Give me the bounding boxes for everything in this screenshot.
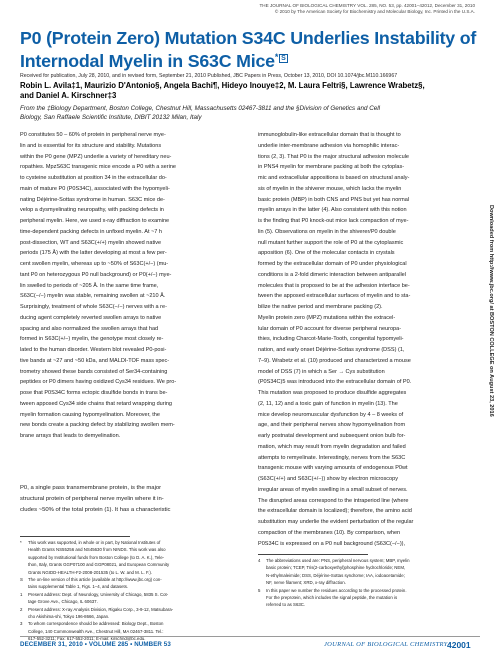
body-line: formed by the extracellular domain of P0 under physiological xyxy=(258,261,407,267)
abstract-line: lin and is essential for its structure and stability. Mutations xyxy=(20,142,162,149)
abstract-line: pose that P0S34C forms ectopic disulfide bonds in trans be- xyxy=(20,390,168,396)
body-line: compaction of the membranes (10). By comparison, when xyxy=(258,529,401,536)
affiliation-line-1: From the ‡Biology Department, Boston College, Chestnut Hill, Massachusetts 02467-3811 and the §Division of Genetics and Cell xyxy=(20,105,381,112)
body-line: tween the apposed extracellular surfaces of myelin and to sta- xyxy=(258,293,411,300)
authors-line-2: and Daniel A. Kirschner‡3 xyxy=(20,91,117,100)
abstract-line: within the P0 gene (MPZ) underlie a variety of hereditary neu- xyxy=(20,153,172,160)
body-line: nation, and early onset Déjérine-Sottas syndrome (DSS) (1, xyxy=(258,347,405,353)
body-line: 7–9). Wrabetz et al. (10) produced and characterized a mouse xyxy=(258,357,411,364)
footnote-line xyxy=(258,587,480,594)
footnote-line xyxy=(258,564,480,571)
body-line: age, and their peripheral nerves show hypomyelination from xyxy=(258,422,406,429)
abstract-line: ropathies. MpzS63C transgenic mice encode a P0 with a serine xyxy=(20,164,177,171)
journal-meta xyxy=(205,3,475,15)
body-line: mice develop neuromuscular dysfunction by 4 – 8 weeks of xyxy=(258,411,404,418)
body-line: (2, 11, 12) and a toxic gain of function in myelin (13). The xyxy=(258,400,398,407)
footnote-text: thon, Italy, Grants GGP07100 and GGP08021, and European Community xyxy=(28,562,170,568)
footnotes-left xyxy=(20,539,245,642)
footnote-text: College, 140 Commonwealth Ave., Chestnut Hill, MA 02467-3811. Tel.: xyxy=(28,628,164,634)
body-line: basic protein (MBP) in both CNS and PNS but yet has normal xyxy=(258,196,410,203)
abstract-line: trometry showed these bands consisted of Ser34-containing xyxy=(20,368,168,375)
footnote-text: Present address: X-ray Analysis Division, Rigaku Corp., 3-9-12, Matsubara- xyxy=(28,606,174,612)
body-line: P0S34C is expressed on a P0 null background (S63C(−/−)), xyxy=(258,540,406,547)
abstract-line: ducing agent completely reverted swollen arrays to native xyxy=(20,314,162,321)
introduction xyxy=(20,483,245,515)
footnote-rule-left xyxy=(20,536,130,537)
abstract-line: myelin formation causing hypomyelination. Moreover, the xyxy=(20,411,160,418)
title-footnote-mark: * xyxy=(274,52,279,62)
body-line: tions (2, 3). That P0 is the major structural adhesion molecule xyxy=(258,153,409,160)
footnote-mark: 3 xyxy=(20,621,23,627)
abstract-line: tive bands at ~27 and ~50 kDa, and MALDI-TOF mass spec- xyxy=(20,357,170,364)
footnote-line xyxy=(258,594,480,601)
footnote-text: For the preprotein, which includes the signal peptide, the mutation is xyxy=(266,594,398,600)
body-line: lin (5). Observations on myelin in the shiverer/P0 double xyxy=(258,228,396,235)
body-line: is the finding that P0 knock-out mice lack compaction of mye- xyxy=(258,218,409,224)
footnote-line xyxy=(258,572,480,579)
abstract-line: tant P0 on heterozygous P0 null background) or P0(+/−) mye- xyxy=(20,271,172,278)
body-line: in PNS4 myelin for membrane packing at both the cytoplas- xyxy=(258,164,405,171)
abstract-line: brane arrays that leads to demyelination. xyxy=(20,433,121,439)
footnote-text: tains supplemental Table 1, Figs. 1–4, and datasets. xyxy=(28,584,129,590)
body-line: immunoglobulin-like extracellular domain that is thought to xyxy=(258,132,401,138)
body-line: early postnatal development and subsequent onion bulb for- xyxy=(258,433,406,439)
body-line: thies, including Charcot-Marie-Tooth, congenital hypomyeli- xyxy=(258,336,404,343)
body-line: the extracellular domain is localized); therefore, the amino acid xyxy=(258,508,412,515)
download-note xyxy=(484,205,496,535)
supplement-badge: S xyxy=(281,55,286,62)
abstract-line: time-dependent packing defects in unfixed myelin. At ~7 h xyxy=(20,228,162,235)
journal-name: JOURNAL OF BIOLOGICAL CHEMISTRY xyxy=(324,641,448,648)
body-line: lular domain of P0 account for diverse peripheral neuropa- xyxy=(258,325,402,332)
title-line-2 xyxy=(20,48,480,71)
footnote-mark: 1 xyxy=(20,591,23,597)
intro-line: structural protein of peripheral nerve myelin where it in- xyxy=(20,495,164,502)
body-line: attempts to remyelinate. Interestingly, nerves from the S63C xyxy=(258,454,406,461)
body-line: mic and extracellular appositions is based on structural analy- xyxy=(258,175,410,181)
body-line: null mutant further support the role of P0 at the cytoplasmic xyxy=(258,239,404,246)
abstract-line: cent swollen myelin, whereas up to ~50% of S63C(+/−) (mu- xyxy=(20,261,169,267)
body-line: apposition (6). One of the molecular contacts in crystals xyxy=(258,250,395,257)
footnote-text: Health Grants NS55256 and NS45630 from NINDS. This work was also xyxy=(28,547,166,553)
body-line: bilize the native period and membrane packing (2). xyxy=(258,304,383,310)
footnote-text: Grants NGIDD-HEALTH-F2-2008-201535 (to L. W. and M. L. F.). xyxy=(28,569,152,575)
footnote-text: N-ethylmaleimide; DSS, Déjérine-Sottas syndrome; IAA, iodoacetamide; xyxy=(266,572,405,578)
abstract-line: peptides or P0 dimers having oxidized Cys34 residues. We pro- xyxy=(20,379,177,386)
footnote-mark: 4 xyxy=(258,558,261,563)
body-line: transgenic mouse with varying amounts of endogenous P0wt xyxy=(258,465,408,472)
footnote-line xyxy=(258,557,480,564)
footnote-line xyxy=(20,546,245,553)
footnote-text: supported by Institutional funds from Boston College (to D. A. K.), Tele- xyxy=(28,554,165,560)
footnote-mark: S xyxy=(20,576,23,582)
footnote-mark: 5 xyxy=(258,587,261,593)
footnote-text: cho Akishima-shi, Tokyo 196-8666, Japan. xyxy=(28,613,110,619)
right-column-body xyxy=(258,130,480,549)
abstract-line: nating Déjérine-Sottas syndrome in human. S63C mice de- xyxy=(20,196,165,203)
received-dates: Received for publication, July 28, 2010, and in revised form, September 21, 2010 Published, JBC Papers in Press, October 13, 2010, DOI 10.1074/jbc.M110.166967 xyxy=(20,73,398,79)
body-line: (S63C(+/+) and S63C(+/−)) show by electron microscopy xyxy=(258,476,398,482)
abstract-line: periods (175 Å) with the latter developing at most a few per- xyxy=(20,250,167,257)
body-line: molecules that is proposed to be at the adhesion interface be- xyxy=(258,282,410,289)
abstract-line: lated to the human disorder. Western blot revealed P0-posi- xyxy=(20,347,167,353)
abstract-line: Surprisingly, treatment of whole S63C(−/−) nerves with a re- xyxy=(20,304,167,310)
footnote-text: This work was supported, in whole or in part, by National Institutes of xyxy=(28,540,161,545)
issue-info: DECEMBER 31, 2010 • VOLUME 285 • NUMBER 53 xyxy=(20,641,171,648)
footnote-line xyxy=(20,583,245,590)
body-line: The disrupted areas correspond to the intraperiod line (where xyxy=(258,497,409,504)
page-number: 42001 xyxy=(447,640,471,650)
body-line: substitution may underlie the evident perturbation of the regular xyxy=(258,519,414,525)
footnote-text: The on-line version of this article (available at http://www.jbc.org) con- xyxy=(28,576,162,582)
copyright-line: © 2010 by The American Society for Biochemistry and Molecular Biology, Inc. Printed in the U.S.A. xyxy=(274,9,475,14)
abstract xyxy=(20,130,245,442)
body-line: irregular areas of myelin swelling in a small subset of nerves. xyxy=(258,486,408,493)
footnote-line xyxy=(258,579,480,586)
body-line: model of DSS (7) in which a Ser → Cys substitution xyxy=(258,368,385,375)
footnote-text: basic protein; TCEP, Tris(2-carboxyethyl)phosphine hydrochloride; NEM, xyxy=(266,565,406,571)
abstract-line: to cysteine substitution at position 34 in the extracellular do- xyxy=(20,175,167,181)
title-line-2-text: Internodal Myelin in S63C Mice xyxy=(20,50,275,71)
footnote-text: tage Grove Ave., Chicago, IL 60637. xyxy=(28,599,98,605)
footnote-line xyxy=(20,606,245,613)
footnote-text: referred to as S63C. xyxy=(266,602,306,608)
body-line: underlie inter-membrane adhesion via homophilic interac- xyxy=(258,142,400,149)
author-list xyxy=(20,81,460,101)
footnote-line xyxy=(20,561,245,568)
footnote-line xyxy=(20,598,245,605)
title-line-1: P0 (Protein Zero) Mutation S34C Underlies Instability of xyxy=(20,28,477,48)
footnote-text: NF, nerve filament; XRD, x-ray diffraction. xyxy=(266,580,346,586)
abstract-line: new bonds create a packing defect by stabilizing swollen mem- xyxy=(20,422,175,429)
footnote-text: Present address: Dept. of Neurology, University of Chicago, 5835 S. Cot- xyxy=(28,591,169,597)
abstract-line: S63C(−/−) myelin was stable, remaining swollen at ~210 Å. xyxy=(20,293,166,300)
footnote-line xyxy=(20,569,245,576)
affiliation-line-2: Biology, San Raffaele Scientific Institute, DIBIT 20132 Milan, Italy xyxy=(20,114,202,121)
affiliations xyxy=(20,104,460,122)
abstract-line: P0 constitutes 50 – 60% of protein in peripheral nerve mye- xyxy=(20,132,166,138)
footnote-mark: 2 xyxy=(20,606,23,612)
footnote-rule-right xyxy=(258,554,368,555)
footnote-text: To whom correspondence should be addressed: Biology Dept., Boston xyxy=(28,621,164,627)
footnote-line xyxy=(20,554,245,561)
footnote-text: In this paper we number the residues according to the processed protein. xyxy=(266,587,407,593)
footnote-text: The abbreviations used are: PNS, peripheral nervous system; MBP, myelin xyxy=(266,558,410,563)
footnote-line xyxy=(20,620,245,627)
footnote-line xyxy=(20,576,245,583)
footnote-mark: * xyxy=(20,540,22,545)
intro-line: cludes ~50% of the total protein (1). It has a characteristic xyxy=(20,506,171,513)
download-note-text[interactable]: Downloaded from http://www.jbc.org/ at BOSTON COLLEGE on August 23, 2016 xyxy=(488,205,494,417)
abstract-line: peripheral myelin. Here, we used x-ray diffraction to examine xyxy=(20,218,170,224)
body-line: Myelin protein zero (MPZ) mutations within the extracel- xyxy=(258,314,396,321)
abstract-line: main of mature P0 (P0S34C), associated with the hypomyeli- xyxy=(20,185,170,192)
abstract-line: tween apposed Cys34 side chains that retard wrapping during xyxy=(20,400,173,407)
authors-line-1: Robin L. Avila‡1, Maurizio D'Antonio§, Angela Bachi¶, Hideyo Inouye‡2, M. Laura Feltri§, Lawrence Wrabetz§, xyxy=(20,81,425,90)
body-line: myelin arrays in the latter (4). Also consistent with this notion xyxy=(258,207,407,214)
body-line: mation, which may result from myelin degradation and failed xyxy=(258,443,406,450)
abstract-line: spacing and also normalized the swollen arrays that had xyxy=(20,325,159,332)
footnote-line xyxy=(20,628,245,635)
journal-meta-line: THE JOURNAL OF BIOLOGICAL CHEMISTRY VOL. 285, NO. 53, pp. 42001–42012, December 31, 2010 xyxy=(259,3,475,8)
footnote-line xyxy=(20,591,245,598)
footnote-line xyxy=(20,613,245,620)
footnote-line xyxy=(20,539,245,546)
body-line: sis of myelin in the shiverer mouse, which lacks the myelin xyxy=(258,185,402,192)
intro-line: P0, a single pass transmembrane protein, is the major xyxy=(20,485,162,491)
footnote-text: 617-552-3211; Fax: 617-552-2011; E-mail: kirschnd@bc.edu. xyxy=(28,636,146,642)
abstract-line: velop a dysmyelinating neuropathy, with packing defects in xyxy=(20,207,164,214)
article-title xyxy=(20,29,480,71)
body-line: conditions is a 2-fold dimeric interaction between antiparallel xyxy=(258,271,406,278)
abstract-line: lin swelled to periods of ~205 Å. In the same time frame, xyxy=(20,282,159,289)
abstract-line: post-dissection, WT and S63C(+/+) myelin showed native xyxy=(20,239,162,246)
body-line: (P0S34C)5 was introduced into the extracellular domain of P0. xyxy=(258,379,412,386)
body-line: This mutation was proposed to produce disulfide aggregates xyxy=(258,390,407,396)
footnotes-right xyxy=(258,557,480,609)
page-footer xyxy=(20,636,480,651)
abstract-line: formed in S63C(+/−) myelin, the genotype most closely re- xyxy=(20,336,164,343)
footnote-line xyxy=(258,601,480,608)
